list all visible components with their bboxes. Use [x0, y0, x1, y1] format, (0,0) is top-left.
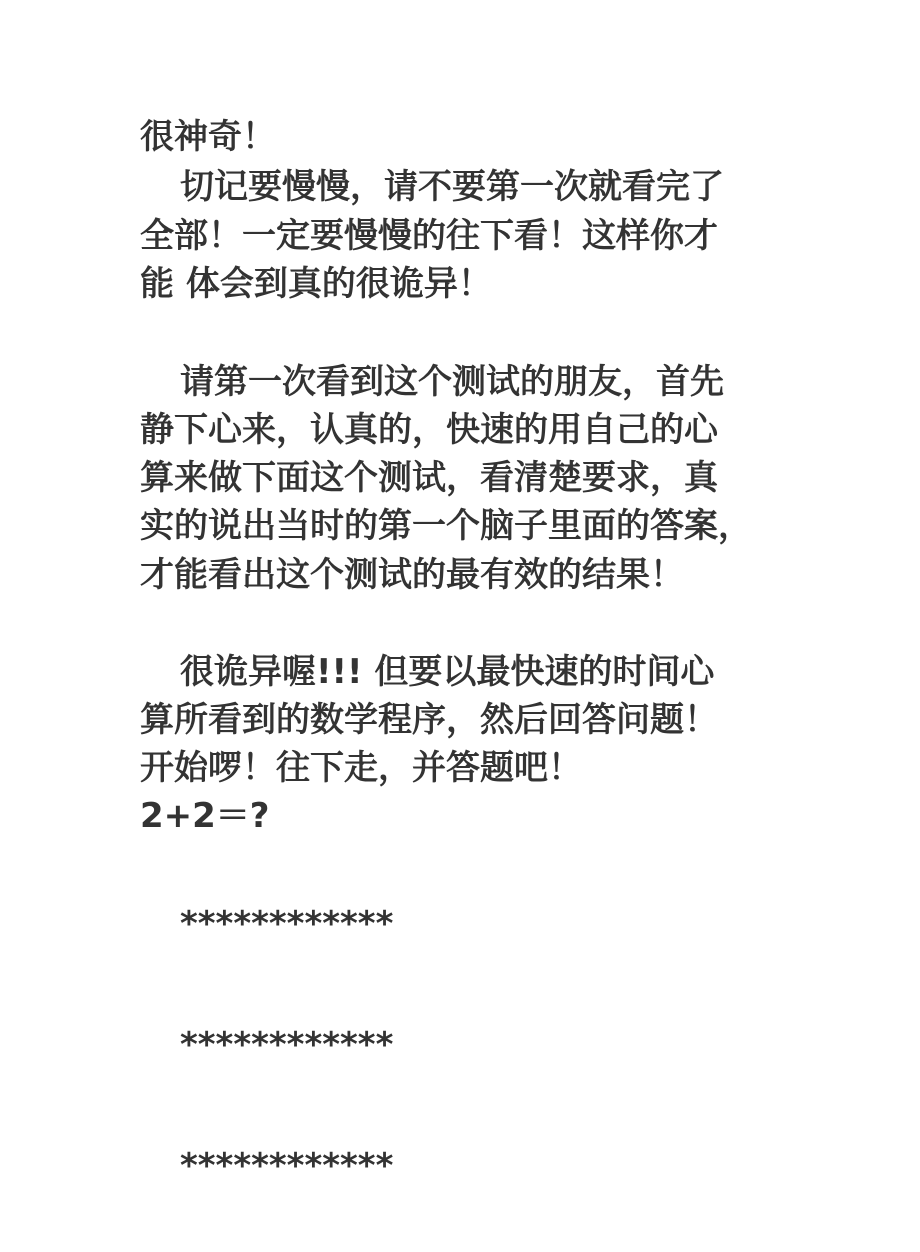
text-line: 能 体会到真的很诡异！: [140, 264, 492, 304]
text-line: 静下心来，认真的，快速的用自己的心: [140, 410, 718, 450]
text-line: 切记要慢慢，请不要第一次就看完了: [180, 167, 724, 207]
asterisk-separator: ************: [180, 1025, 394, 1065]
text-line: 请第一次看到这个测试的朋友，首先: [180, 362, 724, 402]
text-line: 开始啰！往下走，并答题吧！: [140, 748, 582, 788]
asterisk-separator: ************: [180, 904, 394, 944]
text-line: 算所看到的数学程序，然后回答问题！: [140, 700, 718, 740]
text-line: 很诡异喔!!! 但要以最快速的时间心: [180, 652, 715, 692]
text-line: 才能看出这个测试的最有效的结果！: [140, 555, 684, 595]
text-line: 很神奇！: [140, 117, 276, 157]
asterisk-separator: ************: [180, 1146, 394, 1186]
text-line: 全部！一定要慢慢的往下看！这样你才: [140, 216, 718, 256]
math-question: 2+2＝?: [140, 796, 270, 836]
text-line: 实的说出当时的第一个脑子里面的答案，: [140, 506, 752, 546]
text-line: 算来做下面这个测试，看清楚要求，真: [140, 458, 718, 498]
